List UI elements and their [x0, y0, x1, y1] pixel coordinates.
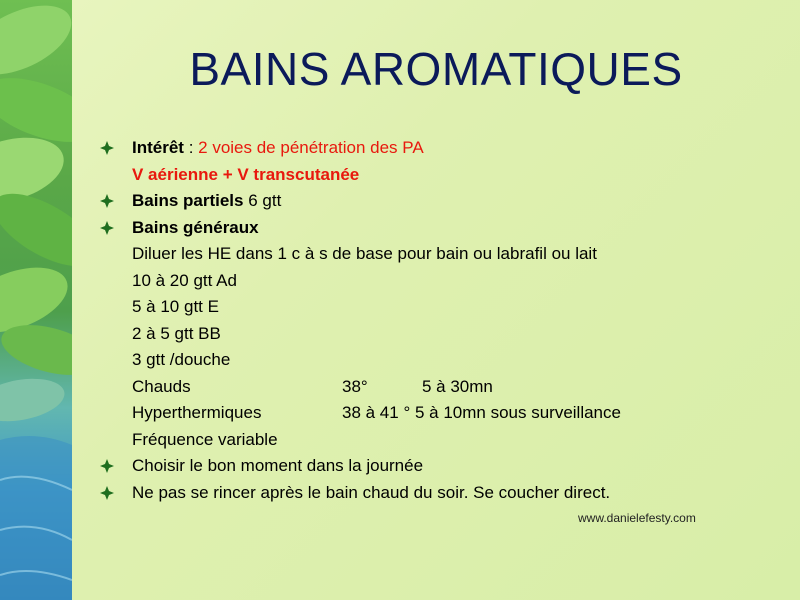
list-item: [100, 135, 780, 162]
choisir-text: Choisir le bon moment dans la journée: [132, 456, 424, 475]
bains-generaux-label: Bains généraux: [132, 217, 259, 237]
dose-e: 5 à 10 gtt E: [132, 297, 219, 316]
list-item: [100, 374, 780, 401]
chauds-temp: 38°: [342, 376, 368, 396]
leaves-image: [0, 0, 72, 600]
douche-text: 3 gtt /douche: [132, 350, 231, 369]
list-item: [100, 480, 780, 507]
decorative-leaf-strip: [0, 0, 72, 600]
dose-ad: 10 à 20 gtt Ad: [132, 270, 237, 290]
voies-text: V aérienne + V transcutanée: [132, 164, 360, 184]
interet-label: Intérêt: [132, 138, 184, 157]
bains-partiels-value: 6 gtt: [243, 191, 282, 210]
list-item: [100, 294, 780, 321]
list-item: [100, 188, 780, 215]
leaf-bullet-icon: [100, 194, 114, 208]
slide-title: BAINS AROMATIQUES: [189, 43, 683, 95]
list-item: [100, 321, 780, 348]
slide-content: [100, 135, 780, 506]
list-item: [100, 453, 780, 480]
leaf-bullet-icon: [100, 221, 114, 235]
leaf-bullet-icon: [100, 141, 114, 155]
interet-colon: :: [183, 138, 199, 157]
frequence-text: Fréquence variable: [132, 429, 278, 449]
interet-text: 2 voies de pénétration des PA: [198, 138, 424, 157]
list-item: [100, 347, 780, 374]
hyper-text: 38 à 41 ° 5 à 10mn sous surveillance: [342, 403, 621, 422]
dose-bb: 2 à 5 gtt BB: [132, 323, 221, 343]
leaf-bullet-icon: [100, 486, 114, 500]
rincer-text: Ne pas se rincer après le bain chaud du soir. Se coucher direct.: [132, 482, 611, 502]
bains-partiels-label: Bains partiels: [132, 191, 244, 210]
list-item: [100, 427, 780, 454]
list-item: [100, 162, 780, 189]
footer-url: www.danielefesty.com: [578, 511, 696, 525]
list-item: [100, 268, 780, 295]
diluer-text: Diluer les HE dans 1 c à s de base pour bain ou labrafil ou lait: [132, 244, 597, 263]
list-item: [100, 400, 780, 427]
chauds-label: Chauds: [132, 376, 191, 396]
list-item: [100, 215, 780, 242]
list-item: [100, 241, 780, 268]
chauds-duree: 5 à 30mn: [422, 376, 493, 396]
leaf-bullet-icon: [100, 459, 114, 473]
hyper-label: Hyperthermiques: [132, 403, 262, 422]
